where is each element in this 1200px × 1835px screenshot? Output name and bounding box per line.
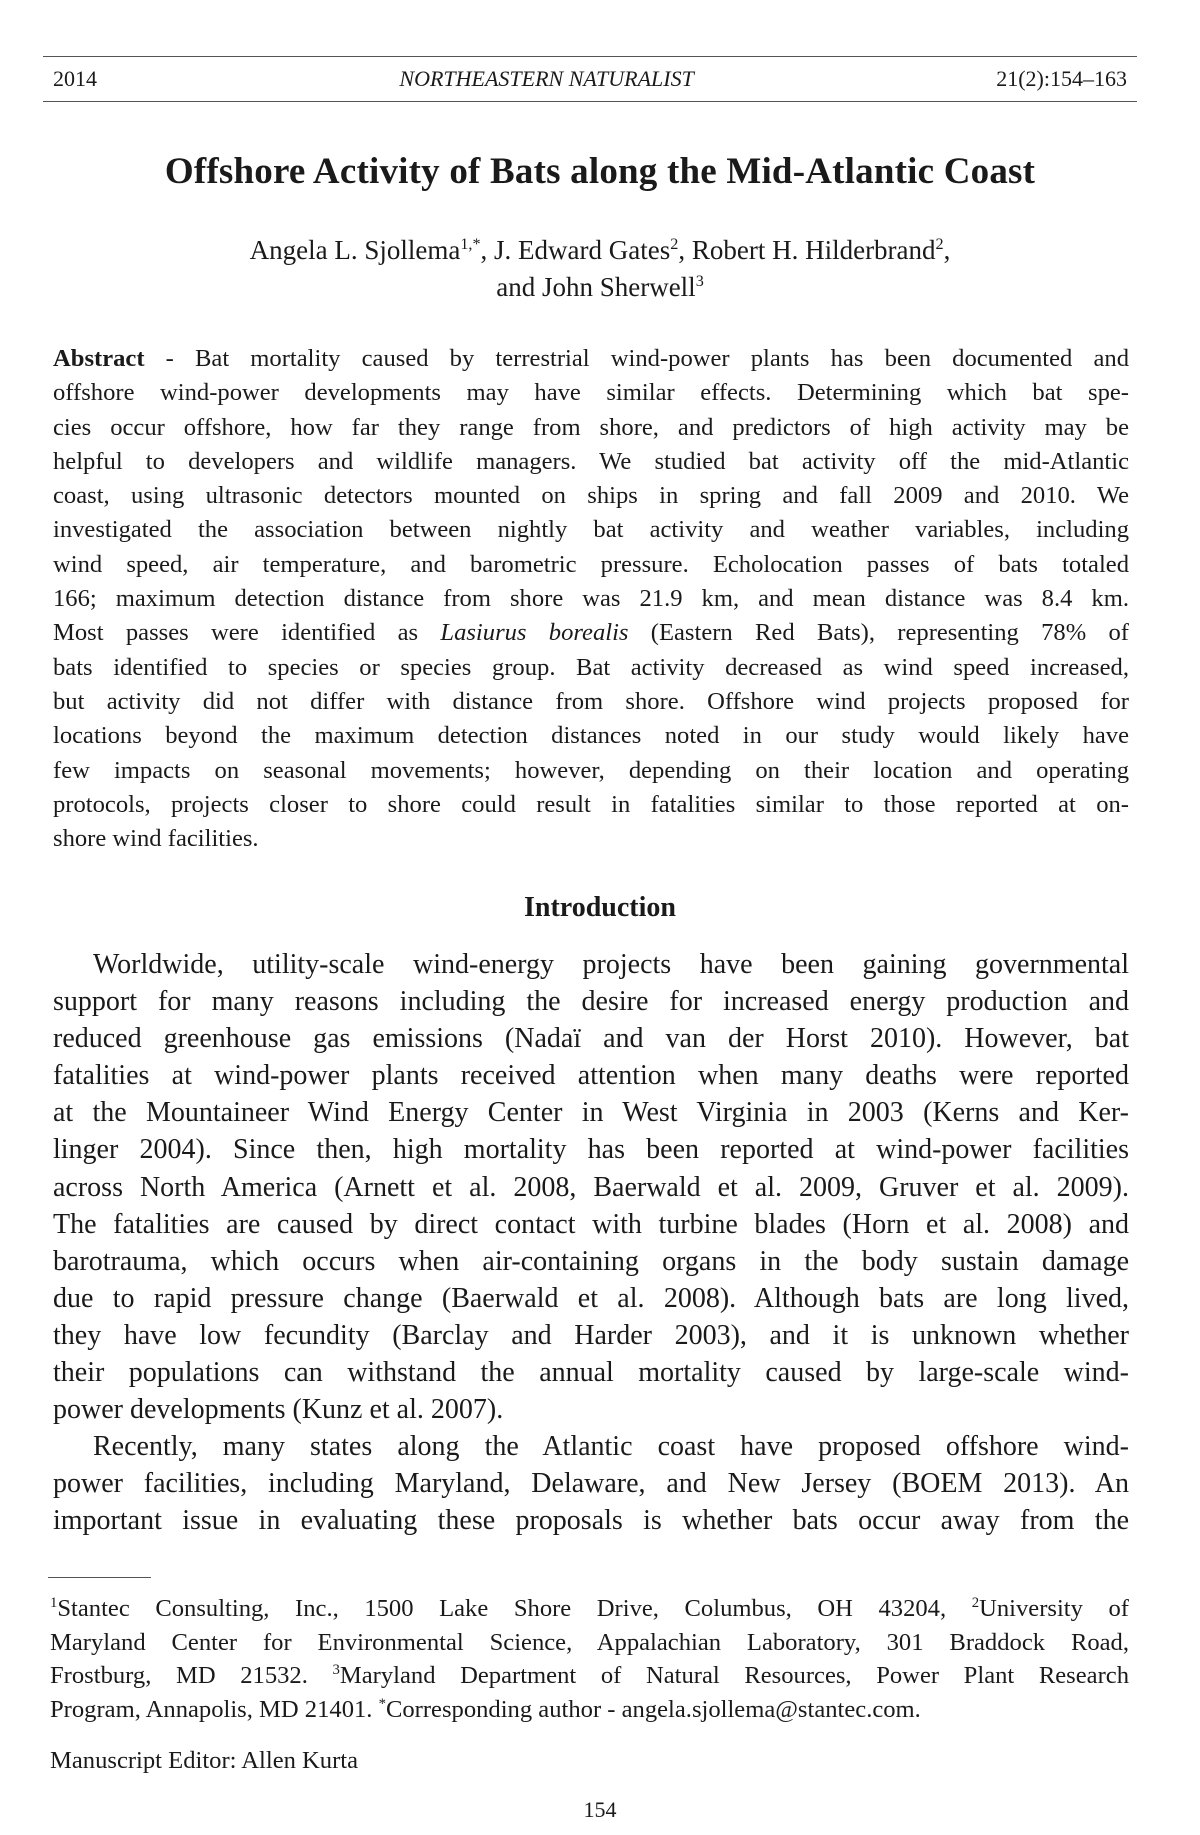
abstract-line: shore wind facilities. bbox=[53, 825, 259, 853]
introduction-body bbox=[53, 946, 1129, 1540]
author-affiliation: 2 bbox=[670, 235, 679, 253]
abstract-line: 166; maximum detection distance from shore was 21.9 km, and mean distance was 8.4 km. bbox=[53, 585, 1129, 613]
author-line-2 bbox=[0, 269, 1200, 306]
article-title: Offshore Activity of Bats along the Mid-Atlantic Coast bbox=[164, 151, 1036, 192]
abstract-line: cies occur offshore, how far they range from shore, and predictors of high activity may be bbox=[53, 413, 1129, 441]
author-name: and John Sherwell bbox=[496, 272, 696, 302]
header-top-rule bbox=[43, 56, 1137, 57]
author-affiliation: 3 bbox=[695, 272, 704, 290]
author-affiliation: 1,* bbox=[460, 235, 481, 253]
footnote-rule bbox=[48, 1577, 151, 1578]
paragraph-line: due to rapid pressure change (Baerwald et al. 2008). Although bats are long lived, bbox=[53, 1282, 1129, 1314]
abstract-line: locations beyond the maximum detection distances noted in our study would likely have bbox=[53, 722, 1129, 750]
paragraph-line: The fatalities are caused by direct contact with turbine blades (Horn et al. 2008) and bbox=[53, 1208, 1129, 1240]
paragraph-line: their populations can withstand the annual mortality caused by large-scale wind- bbox=[53, 1357, 1129, 1389]
paragraph-line: they have low fecundity (Barclay and Harder 2003), and it is unknown whether bbox=[53, 1319, 1129, 1351]
abstract-line: Abstract - Bat mortality caused by terrestrial wind-power plants has been documented and bbox=[53, 345, 1129, 372]
footnote-line: Frostburg, MD 21532. $^3$Maryland Department of Natural Resources, Power Plant Research bbox=[50, 1662, 1129, 1690]
header-journal: NORTHEASTERN NATURALIST bbox=[399, 66, 694, 91]
abstract-line: bats identified to species or species group. Bat activity decreased as wind speed increased, bbox=[53, 653, 1129, 681]
manuscript-editor: Manuscript Editor: Allen Kurta bbox=[50, 1747, 359, 1774]
abstract-line: protocols, projects closer to shore could result in fatalities similar to those reported at on- bbox=[53, 790, 1129, 818]
author-list bbox=[0, 232, 1200, 306]
running-header bbox=[53, 64, 1127, 94]
separator: , bbox=[943, 235, 951, 265]
header-year: 2014 bbox=[53, 66, 97, 91]
paragraph-line: fatalities at wind-power plants received attention when many deaths were reported bbox=[53, 1060, 1129, 1092]
footnote-marker: * bbox=[378, 1695, 386, 1712]
abstract-line: wind speed, air temperature, and barometric pressure. Echolocation passes of bats totaled bbox=[53, 550, 1129, 578]
footnote-line: $^1$Stantec Consulting, Inc., 1500 Lake Shore Drive, Columbus, OH 43204, $^2$University of bbox=[50, 1594, 1129, 1622]
paragraph-line: barotrauma, which occurs when air-containing organs in the body sustain damage bbox=[53, 1245, 1129, 1277]
footnote-marker: 3 bbox=[332, 1662, 340, 1678]
paragraph-line: Recently, many states along the Atlantic coast have proposed offshore wind- bbox=[93, 1431, 1129, 1463]
paragraph-line: Worldwide, utility-scale wind-energy projects have been gaining governmental bbox=[93, 949, 1129, 980]
page-number: 154 bbox=[583, 1797, 617, 1822]
separator: , bbox=[678, 235, 692, 265]
abstract-label: Abstract bbox=[53, 345, 145, 372]
header-bottom-rule bbox=[43, 101, 1137, 102]
paragraph-line: support for many reasons including the desire for increased energy production and bbox=[53, 986, 1129, 1018]
paragraph-line: power facilities, including Maryland, Delaware, and New Jersey (BOEM 2013). An bbox=[53, 1468, 1129, 1500]
footnote-marker: 1 bbox=[50, 1594, 58, 1611]
abstract-line: coast, using ultrasonic detectors mounted on ships in spring and fall 2009 and 2010. We bbox=[53, 482, 1129, 510]
paragraph-line: at the Mountaineer Wind Energy Center in West Virginia in 2003 (Kerns and Ker- bbox=[53, 1097, 1129, 1129]
abstract-line: Most passes were identified as Lasiurus borealis (Eastern Red Bats), representing 78% of bbox=[53, 619, 1129, 647]
author-line-1 bbox=[0, 232, 1200, 269]
abstract-line: but activity did not differ with distance from shore. Offshore wind projects proposed for bbox=[53, 687, 1129, 715]
paragraph-line: important issue in evaluating these proposals is whether bats occur away from the bbox=[53, 1505, 1129, 1537]
species-name: Lasiurus borealis bbox=[440, 619, 629, 647]
section-heading-introduction: Introduction bbox=[524, 892, 676, 923]
separator: , bbox=[480, 235, 495, 265]
abstract bbox=[53, 342, 1129, 856]
paragraph-line: across North America (Arnett et al. 2008, Baerwald et al. 2009, Gruver et al. 2009). bbox=[53, 1171, 1129, 1203]
footnote-marker: 2 bbox=[971, 1594, 980, 1611]
author-affiliation: 2 bbox=[935, 235, 944, 253]
paragraph-line: linger 2004). Since then, high mortality has been reported at wind-power facilities bbox=[53, 1134, 1129, 1166]
paragraph-line: power developments (Kunz et al. 2007). bbox=[53, 1394, 504, 1426]
abstract-line: helpful to developers and wildlife managers. We studied bat activity off the mid-Atlantic bbox=[53, 447, 1129, 475]
abstract-line: few impacts on seasonal movements; however, depending on their location and operating bbox=[53, 756, 1129, 784]
author-name: Robert H. Hilderbrand bbox=[691, 235, 936, 265]
affiliation-footnotes bbox=[50, 1592, 1129, 1726]
footnote-line: Program, Annapolis, MD 21401. *Corresponding author - angela.sjollema@stantec.com. bbox=[50, 1695, 921, 1723]
footnote-line: Maryland Center for Environmental Science, Appalachian Laboratory, 301 Braddock Road, bbox=[50, 1628, 1129, 1656]
abstract-line: investigated the association between nightly bat activity and weather variables, including bbox=[53, 516, 1129, 544]
abstract-line: offshore wind-power developments may have similar effects. Determining which bat spe- bbox=[53, 379, 1129, 407]
author-name: J. Edward Gates bbox=[494, 235, 671, 265]
paragraph-line: reduced greenhouse gas emissions (Nadaï and van der Horst 2010). However, bat bbox=[53, 1023, 1129, 1055]
author-name: Angela L. Sjollema bbox=[249, 235, 461, 265]
header-citation: 21(2):154–163 bbox=[996, 66, 1127, 91]
